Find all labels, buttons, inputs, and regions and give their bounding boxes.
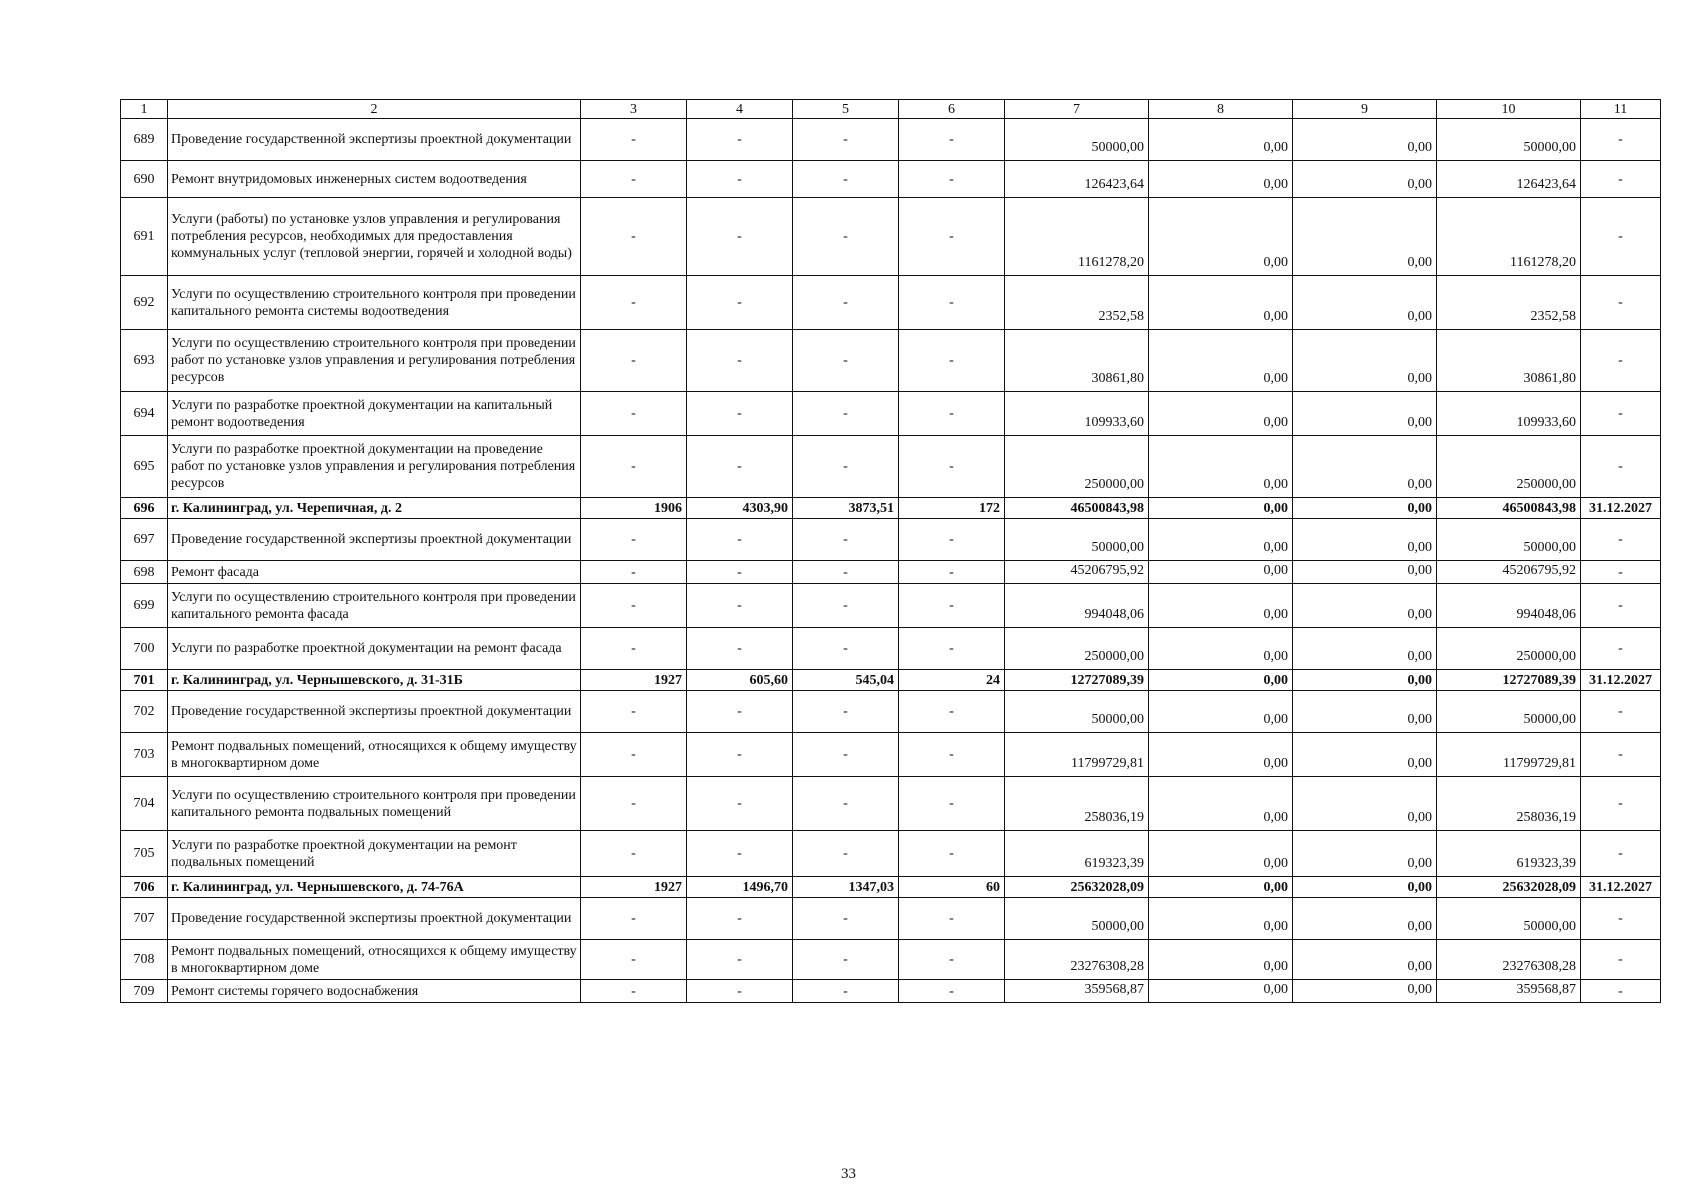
col-8-value: 0,00 xyxy=(1149,561,1293,584)
col-11-value: - xyxy=(1581,777,1661,831)
col-7-total-cost: 994048,06 xyxy=(1005,584,1149,628)
col-11-value: - xyxy=(1581,691,1661,733)
col-9-value: 0,00 xyxy=(1293,330,1437,392)
col-5-value: - xyxy=(793,436,899,498)
col-10-value: 1161278,20 xyxy=(1437,198,1581,276)
col-5-value: - xyxy=(793,940,899,980)
col-4-value: 1496,70 xyxy=(687,877,793,898)
col-4-value: - xyxy=(687,519,793,561)
column-header: 8 xyxy=(1149,100,1293,119)
col-3-value: - xyxy=(581,940,687,980)
col-7-total-cost: 11799729,81 xyxy=(1005,733,1149,777)
col-4-value: - xyxy=(687,392,793,436)
col-4-value: - xyxy=(687,276,793,330)
row-description: Услуги по осуществлению строительного контроля при проведении капитального ремонта системы водоотведения xyxy=(168,276,581,330)
row-description: Услуги по осуществлению строительного контроля при проведении работ по установке узлов управления и регулирования потребления ресурсов xyxy=(168,330,581,392)
col-8-value: 0,00 xyxy=(1149,877,1293,898)
address-row xyxy=(121,877,1661,898)
col-7-total-cost: 109933,60 xyxy=(1005,392,1149,436)
col-10-value: 30861,80 xyxy=(1437,330,1581,392)
row-description: Ремонт фасада xyxy=(168,561,581,584)
row-description: Ремонт внутридомовых инженерных систем водоотведения xyxy=(168,161,581,198)
col-8-value: 0,00 xyxy=(1149,119,1293,161)
row-number: 692 xyxy=(121,276,168,330)
col-9-value: 0,00 xyxy=(1293,498,1437,519)
col-6-value: - xyxy=(899,561,1005,584)
col-8-value: 0,00 xyxy=(1149,670,1293,691)
col-10-value: 250000,00 xyxy=(1437,628,1581,670)
col-6-value: - xyxy=(899,198,1005,276)
page-number: 33 xyxy=(841,1166,856,1182)
row-number: 695 xyxy=(121,436,168,498)
col-5-value: - xyxy=(793,628,899,670)
col-8-value: 0,00 xyxy=(1149,436,1293,498)
col-5-value: - xyxy=(793,198,899,276)
row-description: Услуги (работы) по установке узлов управления и регулирования потребления ресурсов, необходимых для предоставления коммунальных услуг (тепловой энергии, горячей и холодной воды) xyxy=(168,198,581,276)
row-description: Услуги по осуществлению строительного контроля при проведении капитального ремонта фасада xyxy=(168,584,581,628)
col-9-value: 0,00 xyxy=(1293,940,1437,980)
col-8-value: 0,00 xyxy=(1149,276,1293,330)
col-9-value: 0,00 xyxy=(1293,877,1437,898)
row-description: Проведение государственной экспертизы проектной документации xyxy=(168,519,581,561)
col-7-total-cost: 2352,58 xyxy=(1005,276,1149,330)
col-7-total-cost: 250000,00 xyxy=(1005,628,1149,670)
row-number: 696 xyxy=(121,498,168,519)
col-11-value: - xyxy=(1581,831,1661,877)
col-3-value: - xyxy=(581,392,687,436)
row-number: 707 xyxy=(121,898,168,940)
col-9-value: 0,00 xyxy=(1293,831,1437,877)
col-6-value: - xyxy=(899,940,1005,980)
work-item-row xyxy=(121,628,1661,670)
col-6-value: 60 xyxy=(899,877,1005,898)
col-4-value: - xyxy=(687,161,793,198)
col-10-value: 109933,60 xyxy=(1437,392,1581,436)
col-7-total-cost: 250000,00 xyxy=(1005,436,1149,498)
col-8-value: 0,00 xyxy=(1149,691,1293,733)
col-10-value: 258036,19 xyxy=(1437,777,1581,831)
col-7-total-cost: 46500843,98 xyxy=(1005,498,1149,519)
col-9-value: 0,00 xyxy=(1293,519,1437,561)
row-description: Услуги по разработке проектной документации на капитальный ремонт водоотведения xyxy=(168,392,581,436)
col-9-value: 0,00 xyxy=(1293,733,1437,777)
col-8-value: 0,00 xyxy=(1149,628,1293,670)
col-11-value: - xyxy=(1581,392,1661,436)
work-item-row xyxy=(121,119,1661,161)
col-8-value: 0,00 xyxy=(1149,198,1293,276)
col-11-value: 31.12.2027 xyxy=(1581,877,1661,898)
row-number: 694 xyxy=(121,392,168,436)
address-row xyxy=(121,670,1661,691)
col-11-value: - xyxy=(1581,733,1661,777)
col-5-value: - xyxy=(793,330,899,392)
row-description: Услуги по разработке проектной документации на ремонт подвальных помещений xyxy=(168,831,581,877)
col-7-total-cost: 50000,00 xyxy=(1005,691,1149,733)
col-6-value: - xyxy=(899,276,1005,330)
col-5-value: - xyxy=(793,691,899,733)
col-3-value: - xyxy=(581,584,687,628)
col-5-value: 545,04 xyxy=(793,670,899,691)
col-9-value: 0,00 xyxy=(1293,777,1437,831)
col-11-value: - xyxy=(1581,628,1661,670)
col-4-value: - xyxy=(687,777,793,831)
column-header: 4 xyxy=(687,100,793,119)
col-10-value: 50000,00 xyxy=(1437,898,1581,940)
col-8-value: 0,00 xyxy=(1149,161,1293,198)
row-number: 708 xyxy=(121,940,168,980)
col-7-total-cost: 258036,19 xyxy=(1005,777,1149,831)
col-3-value: - xyxy=(581,436,687,498)
col-8-value: 0,00 xyxy=(1149,519,1293,561)
col-6-value: 24 xyxy=(899,670,1005,691)
col-7-total-cost: 23276308,28 xyxy=(1005,940,1149,980)
row-number: 697 xyxy=(121,519,168,561)
col-5-value: 1347,03 xyxy=(793,877,899,898)
column-number-header-row xyxy=(121,100,1661,119)
col-10-value: 2352,58 xyxy=(1437,276,1581,330)
work-item-row xyxy=(121,831,1661,877)
col-11-value: - xyxy=(1581,436,1661,498)
col-9-value: 0,00 xyxy=(1293,561,1437,584)
col-9-value: 0,00 xyxy=(1293,584,1437,628)
work-item-row xyxy=(121,330,1661,392)
col-3-value: - xyxy=(581,119,687,161)
col-5-value: - xyxy=(793,392,899,436)
col-6-value: - xyxy=(899,330,1005,392)
col-11-value: - xyxy=(1581,161,1661,198)
col-5-value: - xyxy=(793,777,899,831)
column-header: 1 xyxy=(121,100,168,119)
col-5-value: - xyxy=(793,980,899,1003)
work-item-row xyxy=(121,392,1661,436)
col-7-total-cost: 45206795,92 xyxy=(1005,561,1149,584)
col-3-value: - xyxy=(581,691,687,733)
col-4-value: - xyxy=(687,831,793,877)
col-9-value: 0,00 xyxy=(1293,161,1437,198)
work-item-row xyxy=(121,436,1661,498)
col-3-value: 1927 xyxy=(581,670,687,691)
col-10-value: 359568,87 xyxy=(1437,980,1581,1003)
column-header: 10 xyxy=(1437,100,1581,119)
col-3-value: - xyxy=(581,561,687,584)
col-8-value: 0,00 xyxy=(1149,330,1293,392)
col-9-value: 0,00 xyxy=(1293,980,1437,1003)
col-3-value: - xyxy=(581,831,687,877)
column-header: 11 xyxy=(1581,100,1661,119)
col-10-value: 25632028,09 xyxy=(1437,877,1581,898)
col-10-value: 45206795,92 xyxy=(1437,561,1581,584)
col-4-value: - xyxy=(687,436,793,498)
col-4-value: - xyxy=(687,980,793,1003)
col-7-total-cost: 30861,80 xyxy=(1005,330,1149,392)
col-7-total-cost: 50000,00 xyxy=(1005,519,1149,561)
col-6-value: - xyxy=(899,436,1005,498)
work-item-row xyxy=(121,519,1661,561)
col-10-value: 23276308,28 xyxy=(1437,940,1581,980)
capital-repair-table xyxy=(120,99,1661,1003)
work-item-row xyxy=(121,733,1661,777)
col-7-total-cost: 50000,00 xyxy=(1005,898,1149,940)
column-header: 6 xyxy=(899,100,1005,119)
row-description: Услуги по разработке проектной документации на проведение работ по установке узлов управления и регулирования потребления ресурсов xyxy=(168,436,581,498)
col-6-value: - xyxy=(899,161,1005,198)
col-11-value: - xyxy=(1581,898,1661,940)
work-item-row xyxy=(121,584,1661,628)
col-9-value: 0,00 xyxy=(1293,119,1437,161)
document-table-wrapper xyxy=(120,99,1660,1003)
row-description: Проведение государственной экспертизы проектной документации xyxy=(168,691,581,733)
column-header: 5 xyxy=(793,100,899,119)
col-6-value: - xyxy=(899,119,1005,161)
col-6-value: - xyxy=(899,980,1005,1003)
col-6-value: - xyxy=(899,777,1005,831)
col-6-value: - xyxy=(899,898,1005,940)
col-4-value: 605,60 xyxy=(687,670,793,691)
col-6-value: - xyxy=(899,733,1005,777)
column-header: 2 xyxy=(168,100,581,119)
row-number: 701 xyxy=(121,670,168,691)
col-11-value: - xyxy=(1581,198,1661,276)
col-5-value: 3873,51 xyxy=(793,498,899,519)
col-11-value: - xyxy=(1581,276,1661,330)
col-4-value: - xyxy=(687,733,793,777)
col-3-value: - xyxy=(581,898,687,940)
col-11-value: 31.12.2027 xyxy=(1581,498,1661,519)
col-4-value: 4303,90 xyxy=(687,498,793,519)
col-5-value: - xyxy=(793,733,899,777)
col-9-value: 0,00 xyxy=(1293,628,1437,670)
col-11-value: - xyxy=(1581,561,1661,584)
work-item-row xyxy=(121,198,1661,276)
col-7-total-cost: 359568,87 xyxy=(1005,980,1149,1003)
col-8-value: 0,00 xyxy=(1149,584,1293,628)
col-10-value: 46500843,98 xyxy=(1437,498,1581,519)
col-8-value: 0,00 xyxy=(1149,392,1293,436)
column-header: 3 xyxy=(581,100,687,119)
col-7-total-cost: 619323,39 xyxy=(1005,831,1149,877)
col-10-value: 11799729,81 xyxy=(1437,733,1581,777)
col-5-value: - xyxy=(793,898,899,940)
row-number: 699 xyxy=(121,584,168,628)
table-body xyxy=(121,119,1661,1003)
col-3-value: 1906 xyxy=(581,498,687,519)
col-8-value: 0,00 xyxy=(1149,733,1293,777)
col-9-value: 0,00 xyxy=(1293,276,1437,330)
col-10-value: 12727089,39 xyxy=(1437,670,1581,691)
col-3-value: - xyxy=(581,519,687,561)
row-number: 706 xyxy=(121,877,168,898)
row-description: Ремонт системы горячего водоснабжения xyxy=(168,980,581,1003)
col-3-value: - xyxy=(581,733,687,777)
col-11-value: - xyxy=(1581,584,1661,628)
col-8-value: 0,00 xyxy=(1149,898,1293,940)
col-6-value: - xyxy=(899,628,1005,670)
row-number: 693 xyxy=(121,330,168,392)
col-6-value: - xyxy=(899,392,1005,436)
row-number: 703 xyxy=(121,733,168,777)
col-4-value: - xyxy=(687,119,793,161)
row-description: Проведение государственной экспертизы проектной документации xyxy=(168,898,581,940)
col-7-total-cost: 50000,00 xyxy=(1005,119,1149,161)
col-4-value: - xyxy=(687,898,793,940)
col-3-value: - xyxy=(581,980,687,1003)
col-5-value: - xyxy=(793,831,899,877)
col-5-value: - xyxy=(793,561,899,584)
col-6-value: - xyxy=(899,691,1005,733)
work-item-row xyxy=(121,980,1661,1003)
col-9-value: 0,00 xyxy=(1293,898,1437,940)
row-description: Услуги по осуществлению строительного контроля при проведении капитального ремонта подвальных помещений xyxy=(168,777,581,831)
row-description: г. Калининград, ул. Черепичная, д. 2 xyxy=(168,498,581,519)
col-7-total-cost: 126423,64 xyxy=(1005,161,1149,198)
col-4-value: - xyxy=(687,330,793,392)
col-4-value: - xyxy=(687,584,793,628)
row-number: 704 xyxy=(121,777,168,831)
row-description: г. Калининград, ул. Чернышевского, д. 74-76А xyxy=(168,877,581,898)
col-10-value: 126423,64 xyxy=(1437,161,1581,198)
col-4-value: - xyxy=(687,628,793,670)
col-7-total-cost: 12727089,39 xyxy=(1005,670,1149,691)
col-11-value: - xyxy=(1581,519,1661,561)
col-8-value: 0,00 xyxy=(1149,980,1293,1003)
work-item-row xyxy=(121,561,1661,584)
col-8-value: 0,00 xyxy=(1149,940,1293,980)
col-9-value: 0,00 xyxy=(1293,670,1437,691)
col-9-value: 0,00 xyxy=(1293,198,1437,276)
address-row xyxy=(121,498,1661,519)
col-4-value: - xyxy=(687,691,793,733)
col-7-total-cost: 1161278,20 xyxy=(1005,198,1149,276)
col-11-value: - xyxy=(1581,940,1661,980)
col-8-value: 0,00 xyxy=(1149,777,1293,831)
col-4-value: - xyxy=(687,940,793,980)
row-number: 690 xyxy=(121,161,168,198)
row-number: 705 xyxy=(121,831,168,877)
col-3-value: - xyxy=(581,777,687,831)
col-6-value: - xyxy=(899,584,1005,628)
row-number: 702 xyxy=(121,691,168,733)
col-8-value: 0,00 xyxy=(1149,831,1293,877)
row-description: Проведение государственной экспертизы проектной документации xyxy=(168,119,581,161)
col-3-value: - xyxy=(581,330,687,392)
row-description: г. Калининград, ул. Чернышевского, д. 31-31Б xyxy=(168,670,581,691)
work-item-row xyxy=(121,898,1661,940)
col-10-value: 50000,00 xyxy=(1437,691,1581,733)
col-8-value: 0,00 xyxy=(1149,498,1293,519)
row-number: 700 xyxy=(121,628,168,670)
col-5-value: - xyxy=(793,276,899,330)
col-9-value: 0,00 xyxy=(1293,691,1437,733)
col-5-value: - xyxy=(793,584,899,628)
col-5-value: - xyxy=(793,119,899,161)
col-9-value: 0,00 xyxy=(1293,436,1437,498)
col-3-value: - xyxy=(581,161,687,198)
row-number: 709 xyxy=(121,980,168,1003)
col-5-value: - xyxy=(793,161,899,198)
col-5-value: - xyxy=(793,519,899,561)
col-10-value: 50000,00 xyxy=(1437,119,1581,161)
col-11-value: - xyxy=(1581,119,1661,161)
col-11-value: 31.12.2027 xyxy=(1581,670,1661,691)
col-6-value: - xyxy=(899,519,1005,561)
row-number: 689 xyxy=(121,119,168,161)
work-item-row xyxy=(121,777,1661,831)
col-11-value: - xyxy=(1581,980,1661,1003)
col-10-value: 619323,39 xyxy=(1437,831,1581,877)
col-6-value: - xyxy=(899,831,1005,877)
col-10-value: 994048,06 xyxy=(1437,584,1581,628)
row-description: Услуги по разработке проектной документации на ремонт фасада xyxy=(168,628,581,670)
col-10-value: 50000,00 xyxy=(1437,519,1581,561)
col-10-value: 250000,00 xyxy=(1437,436,1581,498)
col-3-value: - xyxy=(581,628,687,670)
col-3-value: - xyxy=(581,276,687,330)
col-3-value: 1927 xyxy=(581,877,687,898)
col-3-value: - xyxy=(581,198,687,276)
column-header: 9 xyxy=(1293,100,1437,119)
col-11-value: - xyxy=(1581,330,1661,392)
work-item-row xyxy=(121,161,1661,198)
col-4-value: - xyxy=(687,561,793,584)
row-number: 698 xyxy=(121,561,168,584)
work-item-row xyxy=(121,276,1661,330)
work-item-row xyxy=(121,940,1661,980)
col-6-value: 172 xyxy=(899,498,1005,519)
col-7-total-cost: 25632028,09 xyxy=(1005,877,1149,898)
col-4-value: - xyxy=(687,198,793,276)
row-number: 691 xyxy=(121,198,168,276)
row-description: Ремонт подвальных помещений, относящихся к общему имуществу в многоквартирном доме xyxy=(168,733,581,777)
col-9-value: 0,00 xyxy=(1293,392,1437,436)
work-item-row xyxy=(121,691,1661,733)
column-header: 7 xyxy=(1005,100,1149,119)
row-description: Ремонт подвальных помещений, относящихся к общему имуществу в многоквартирном доме xyxy=(168,940,581,980)
